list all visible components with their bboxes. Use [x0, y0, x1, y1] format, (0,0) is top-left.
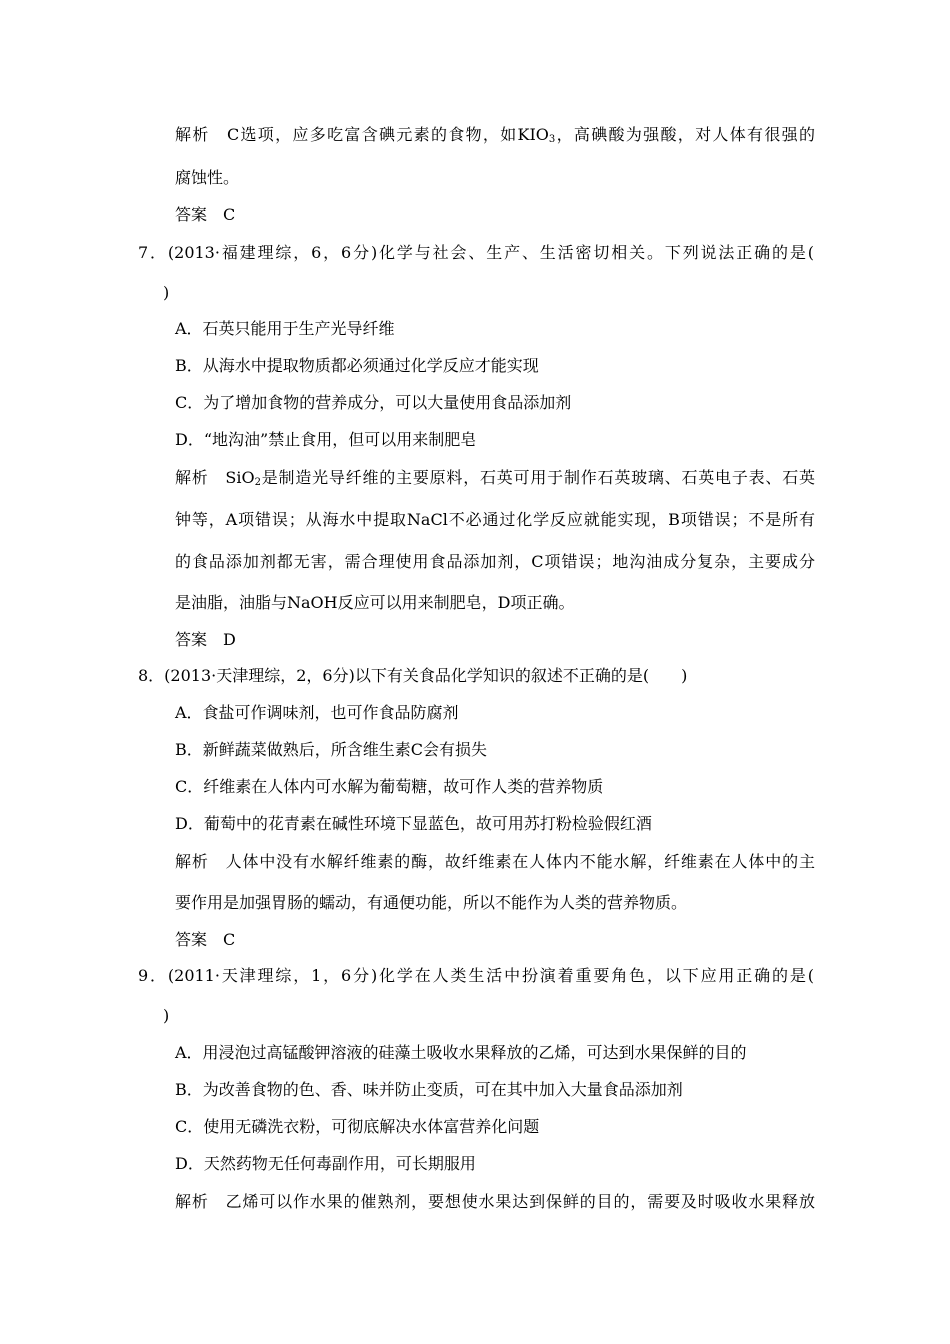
q8-analysis-line-1: 解析 人体中没有水解纤维素的酶，故纤维素在人体内不能水解，纤维素在人体中的主	[175, 852, 815, 871]
q7-analysis-line-2: 钟等，A项错误；从海水中提取NaCl不必通过化学反应就能实现，B项错误；不是所有	[175, 510, 815, 529]
q7-option-c: C．为了增加食物的营养成分，可以大量使用食品添加剂	[175, 393, 572, 412]
q7-option-d: D．“地沟油”禁止食用，但可以用来制肥皂	[175, 430, 477, 449]
q9-analysis-line-1: 解析 乙烯可以作水果的催熟剂，要想使水果达到保鲜的目的，需要及时吸收水果释放	[175, 1192, 815, 1211]
q9-option-c: C．使用无磷洗衣粉，可彻底解决水体富营养化问题	[175, 1117, 540, 1136]
q9-stem-line-2: )	[163, 1006, 170, 1025]
q9-stem-line-1: 9．(2011·天津理综，1，6分)化学在人类生活中扮演着重要角色，以下应用正确的是(	[138, 966, 814, 985]
q8-analysis-line-2: 要作用是加强胃肠的蠕动，有通便功能，所以不能作为人类的营养物质。	[175, 893, 688, 912]
q7-stem-line-2: )	[163, 283, 170, 302]
q7-analysis-line-1: 解析 SiO$_2$是制造光导纤维的主要原料，石英可用于制作石英玻璃、石英电子表、石英	[175, 468, 815, 488]
q9-option-a: A．用浸泡过高锰酸钾溶液的硅藻土吸收水果释放的乙烯，可达到水果保鲜的目的	[175, 1043, 747, 1062]
q8-answer: 答案 C	[175, 930, 236, 949]
q7-analysis-line-3: 的食品添加剂都无害，需合理使用食品添加剂，C项错误；地沟油成分复杂，主要成分	[175, 552, 815, 571]
q7-stem-line-1: 7．(2013·福建理综，6，6分)化学与社会、生产、生活密切相关。下列说法正确的是(	[138, 243, 814, 262]
q6-answer: 答案 C	[175, 205, 236, 224]
q7-analysis-line-4: 是油脂，油脂与NaOH反应可以用来制肥皂，D项正确。	[175, 593, 575, 612]
q7-answer: 答案 D	[175, 630, 236, 649]
q6-analysis-line-1: 解析 C选项，应多吃富含碘元素的食物，如$KIO_3$，高碘酸为强酸，对人体有很强的	[175, 125, 815, 145]
q9-option-b: B．为改善食物的色、香、味并防止变质，可在其中加入大量食品添加剂	[175, 1080, 683, 1099]
q8-option-a: A．食盐可作调味剂，也可作食品防腐剂	[175, 703, 459, 722]
q7-option-b: B．从海水中提取物质都必须通过化学反应才能实现	[175, 356, 539, 375]
q6-analysis-line-2: 腐蚀性。	[175, 168, 240, 187]
q8-stem: 8．(2013·天津理综，2，6分)以下有关食品化学知识的叙述不正确的是( )	[138, 666, 688, 685]
q8-option-b: B．新鲜蔬菜做熟后，所含维生素C会有损失	[175, 740, 488, 759]
q8-option-c: C．纤维素在人体内可水解为葡萄糖，故可作人类的营养物质	[175, 777, 604, 796]
q9-option-d: D．天然药物无任何毒副作用，可长期服用	[175, 1154, 476, 1173]
q7-option-a: A．石英只能用于生产光导纤维	[175, 319, 395, 338]
q8-option-d: D．葡萄中的花青素在碱性环境下显蓝色，故可用苏打粉检验假红酒	[175, 814, 652, 833]
